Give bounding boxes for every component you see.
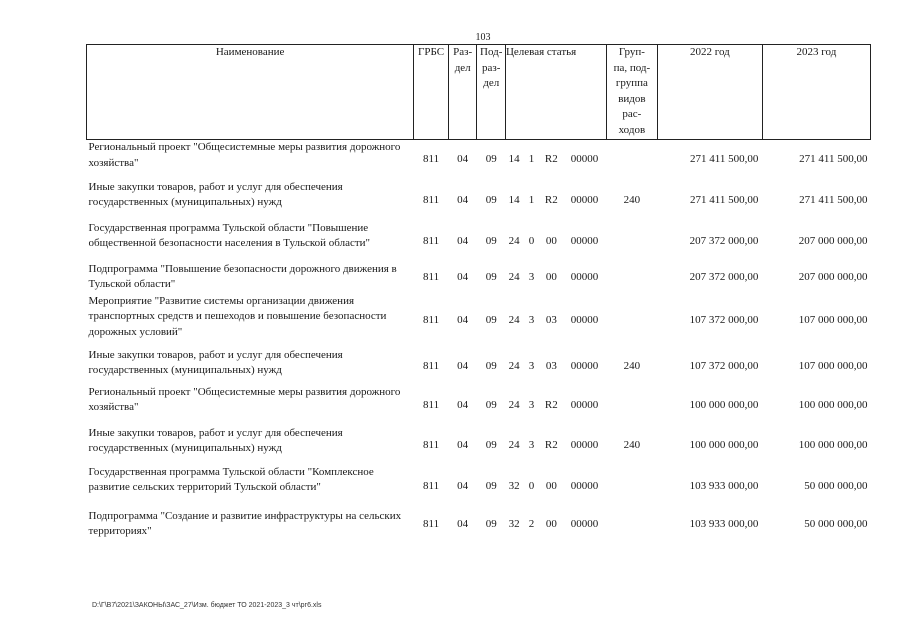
row-expense-group: 240 <box>623 359 641 372</box>
row-target-direction: 00000 <box>570 359 599 372</box>
row-target-subprogram: 3 <box>528 271 535 283</box>
row-target-subprogram: 3 <box>528 314 535 326</box>
header-group: Груп- па, под- группа видов рас- ходов <box>606 45 657 140</box>
header-2022: 2022 год <box>657 45 762 140</box>
row-name: Подпрограмма "Повышение безопасности дорожного движения в Тульской области" <box>88 262 397 290</box>
row-target-event: 00 <box>545 480 557 492</box>
row-grbs: 811 <box>423 398 440 411</box>
row-amount-2022: 271 411 500,00 <box>690 193 759 206</box>
row-razdel: 04 <box>457 438 469 451</box>
row-target-event: R2 <box>544 153 558 166</box>
row-podrazdel: 09 <box>485 314 497 326</box>
row-expense-group <box>606 262 657 294</box>
row-amount-2023: 107 000 000,00 <box>798 314 868 326</box>
row-target-program: 14 <box>508 153 520 166</box>
row-amount-2022: 207 372 000,00 <box>689 271 759 283</box>
table-row <box>87 221 871 262</box>
row-podrazdel: 09 <box>485 234 497 247</box>
row-target-subprogram: 1 <box>528 193 535 206</box>
row-podrazdel: 09 <box>485 480 497 492</box>
budget-table <box>86 44 871 540</box>
row-expense-group <box>606 465 657 509</box>
row-target-program: 24 <box>508 314 520 326</box>
row-name: Мероприятие "Развитие системы организации движения транспортных средств и пешеходов и повышение безопасности дорожных условий" <box>88 294 387 338</box>
row-target-event: 00 <box>545 517 557 530</box>
row-target-direction: 00000 <box>570 438 599 451</box>
row-amount-2022: 100 000 000,00 <box>689 438 759 451</box>
row-grbs: 811 <box>423 480 440 492</box>
header-grbs: ГРБС <box>414 45 449 140</box>
row-amount-2022: 271 411 500,00 <box>690 153 759 166</box>
row-target-program: 32 <box>508 517 520 530</box>
row-name: Подпрограмма "Создание и развитие инфраструктуры на сельских территориях" <box>88 509 402 537</box>
header-podrazdel: Под- раз- дел <box>477 45 506 140</box>
row-target-program: 32 <box>508 480 520 492</box>
row-podrazdel: 09 <box>485 359 497 372</box>
row-name: Региональный проект "Общесистемные меры развития дорожного хозяйства" <box>88 141 401 169</box>
row-podrazdel: 09 <box>485 517 497 530</box>
row-razdel: 04 <box>457 153 469 166</box>
row-target-event: R2 <box>544 398 558 411</box>
row-target-program: 24 <box>508 234 520 247</box>
table-row <box>87 385 871 426</box>
row-grbs: 811 <box>423 153 440 166</box>
row-amount-2023: 50 000 000,00 <box>804 480 868 492</box>
row-expense-group <box>606 221 657 262</box>
row-target-event: 00 <box>545 271 557 283</box>
row-target-subprogram: 2 <box>528 517 535 530</box>
row-razdel: 04 <box>457 398 469 411</box>
table-row <box>87 465 871 509</box>
row-amount-2022: 103 933 000,00 <box>689 517 759 530</box>
row-target-direction: 00000 <box>570 193 599 206</box>
row-amount-2022: 207 372 000,00 <box>689 234 759 247</box>
row-razdel: 04 <box>457 234 469 247</box>
row-target-subprogram: 0 <box>528 234 535 247</box>
table-row <box>87 426 871 465</box>
row-target-direction: 00000 <box>570 234 599 247</box>
row-target-subprogram: 3 <box>528 359 535 372</box>
row-name: Иные закупки товаров, работ и услуг для обеспечения государственных (муниципальных) нужд <box>88 348 343 376</box>
row-target-subprogram: 3 <box>528 438 535 451</box>
row-grbs: 811 <box>423 193 440 206</box>
row-grbs: 811 <box>423 314 440 326</box>
page-number: 103 <box>475 32 491 43</box>
row-razdel: 04 <box>457 480 469 492</box>
row-amount-2022: 103 933 000,00 <box>689 480 759 492</box>
row-razdel: 04 <box>457 271 469 283</box>
table-row <box>87 294 871 348</box>
header-razdel: Раз- дел <box>448 45 477 140</box>
row-target-direction: 00000 <box>570 517 599 530</box>
row-name: Региональный проект "Общесистемные меры развития дорожного хозяйства" <box>88 385 401 413</box>
row-amount-2022: 100 000 000,00 <box>689 398 759 411</box>
row-name: Иные закупки товаров, работ и услуг для обеспечения государственных (муниципальных) нужд <box>88 180 343 208</box>
row-name: Иные закупки товаров, работ и услуг для обеспечения государственных (муниципальных) нужд <box>88 426 343 454</box>
row-podrazdel: 09 <box>485 438 497 451</box>
header-2023: 2023 год <box>762 45 870 140</box>
row-target-direction: 00000 <box>570 314 599 326</box>
row-amount-2022: 107 372 000,00 <box>689 359 759 372</box>
row-target-direction: 00000 <box>570 153 599 166</box>
row-amount-2023: 207 000 000,00 <box>798 271 868 283</box>
row-target-subprogram: 1 <box>528 153 535 166</box>
row-amount-2023: 271 411 500,00 <box>799 193 868 206</box>
row-target-program: 24 <box>508 359 520 372</box>
row-grbs: 811 <box>423 359 440 372</box>
row-amount-2023: 50 000 000,00 <box>804 517 868 530</box>
row-amount-2023: 100 000 000,00 <box>798 438 868 451</box>
row-amount-2022: 107 372 000,00 <box>689 314 759 326</box>
row-expense-group <box>606 294 657 348</box>
row-grbs: 811 <box>423 438 440 451</box>
row-grbs: 811 <box>423 271 440 283</box>
row-target-event: R2 <box>544 438 558 451</box>
row-target-direction: 00000 <box>570 480 599 492</box>
row-name: Государственная программа Тульской области "Комплексное развитие сельских территорий Тульской области" <box>88 465 374 493</box>
row-podrazdel: 09 <box>485 153 497 166</box>
header-target-tail <box>563 45 607 140</box>
row-target-program: 24 <box>508 438 520 451</box>
row-target-program: 14 <box>508 193 520 206</box>
table-row <box>87 348 871 385</box>
row-razdel: 04 <box>457 193 469 206</box>
row-podrazdel: 09 <box>485 398 497 411</box>
table-header-row <box>87 45 871 140</box>
row-grbs: 811 <box>423 234 440 247</box>
row-amount-2023: 207 000 000,00 <box>798 234 868 247</box>
row-podrazdel: 09 <box>485 193 497 206</box>
row-amount-2023: 100 000 000,00 <box>798 398 868 411</box>
header-name: Наименование <box>87 45 414 140</box>
row-target-program: 24 <box>508 271 520 283</box>
table-row <box>87 509 871 540</box>
row-expense-group <box>606 140 657 180</box>
row-podrazdel: 09 <box>485 271 497 283</box>
row-name: Государственная программа Тульской области "Повышение общественной безопасности населения в Тульской области" <box>88 221 371 249</box>
row-target-event: 03 <box>545 314 557 326</box>
row-target-program: 24 <box>508 398 520 411</box>
table-row <box>87 140 871 180</box>
file-path-footer: D:\Г\В7\2021\ЗАКОНЫ\ЗАС_27\Изм. бюджет ТО 2021-2023_3 чт\рг6.xls <box>92 602 322 609</box>
table-row <box>87 180 871 221</box>
row-razdel: 04 <box>457 314 469 326</box>
row-expense-group <box>606 509 657 540</box>
row-target-subprogram: 0 <box>528 480 535 492</box>
row-amount-2023: 107 000 000,00 <box>798 359 868 372</box>
row-razdel: 04 <box>457 517 469 530</box>
row-target-event: R2 <box>544 193 558 206</box>
row-target-direction: 00000 <box>570 398 599 411</box>
row-grbs: 811 <box>423 517 440 530</box>
row-expense-group: 240 <box>623 438 641 451</box>
row-razdel: 04 <box>457 359 469 372</box>
row-expense-group <box>606 385 657 426</box>
row-amount-2023: 271 411 500,00 <box>799 153 868 166</box>
table-row <box>87 262 871 294</box>
row-target-event: 00 <box>545 234 557 247</box>
row-target-subprogram: 3 <box>528 398 535 411</box>
header-target: Целевая статья <box>505 45 562 140</box>
row-target-event: 03 <box>545 359 557 372</box>
row-target-direction: 00000 <box>570 271 599 283</box>
row-expense-group: 240 <box>623 193 641 206</box>
